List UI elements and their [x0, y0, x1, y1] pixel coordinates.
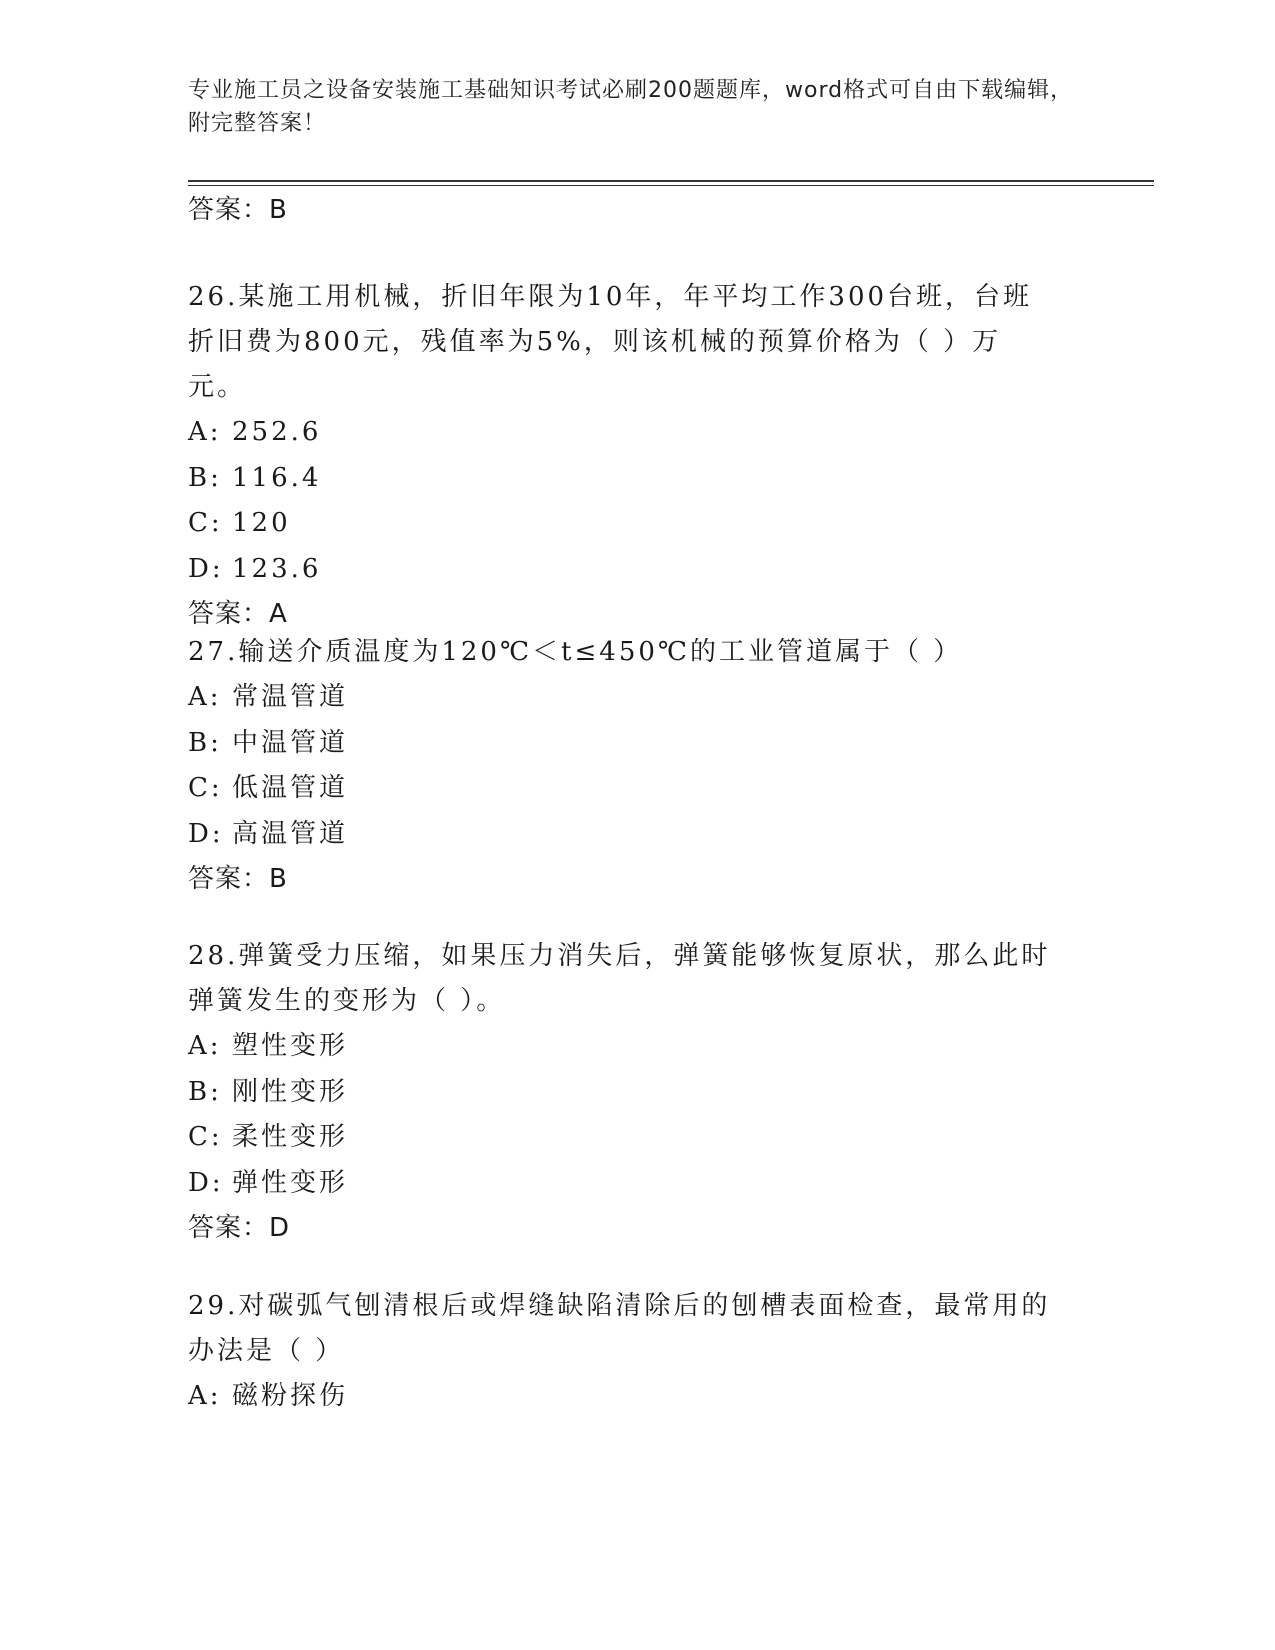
- option-letter: A:: [188, 1031, 222, 1061]
- option-a: [188, 675, 1088, 721]
- option-letter: B:: [188, 1076, 222, 1107]
- top-answer-block: [188, 188, 1088, 233]
- option-letter: B:: [188, 727, 222, 758]
- option-c: [188, 766, 1088, 812]
- option-letter: A:: [188, 417, 222, 447]
- option-d: [188, 812, 1088, 858]
- answer-line: 答案：B: [188, 864, 288, 894]
- option-text: 120: [232, 508, 291, 538]
- option-b: [188, 1070, 1088, 1116]
- option-a: [188, 1374, 1088, 1420]
- option-a: [188, 410, 1088, 456]
- answer-line: 答案：A: [188, 599, 288, 629]
- header-rule: [188, 180, 1154, 182]
- question-text: 27.输送介质温度为120℃＜t≤450℃的工业管道属于（ ）: [188, 637, 963, 667]
- option-letter: B:: [188, 462, 222, 493]
- question-text: 26.某施工用机械，折旧年限为10年，年平均工作300台班，台班折旧费为800元，残值率为5%，则该机械的预算价格为（ ）万元。: [188, 282, 1033, 402]
- option-a: [188, 1024, 1088, 1070]
- option-b: [188, 456, 1088, 502]
- question-29: [188, 1284, 1088, 1420]
- option-letter: C:: [188, 508, 223, 538]
- option-c: [188, 1115, 1088, 1161]
- header-title: 专业施工员之设备安装施工基础知识考试必刷200题题库，word格式可自由下载编辑，附完整答案！: [188, 78, 1074, 136]
- option-text: 123.6: [232, 553, 322, 584]
- question-26: [188, 275, 1088, 637]
- option-text: 中温管道: [232, 727, 349, 758]
- answer-line: 答案：B: [188, 195, 288, 225]
- header-rule-thin: [188, 185, 1154, 186]
- option-letter: D:: [188, 818, 224, 849]
- question-text: 28.弹簧受力压缩，如果压力消失后，弹簧能够恢复原状，那么此时弹簧发生的变形为（ ）。: [188, 941, 1051, 1016]
- option-text: 塑性变形: [232, 1031, 349, 1061]
- option-text: 高温管道: [232, 818, 349, 849]
- option-letter: D:: [188, 1167, 224, 1198]
- option-text: 116.4: [232, 462, 322, 493]
- option-text: 磁粉探伤: [232, 1381, 349, 1411]
- option-d: [188, 1161, 1088, 1207]
- option-d: [188, 547, 1088, 593]
- option-letter: C:: [188, 1122, 223, 1152]
- option-text: 252.6: [232, 417, 322, 447]
- option-text: 刚性变形: [232, 1076, 349, 1107]
- option-text: 柔性变形: [232, 1122, 349, 1152]
- option-text: 弹性变形: [232, 1167, 349, 1198]
- document-header: [188, 74, 1078, 140]
- question-27: [188, 630, 1088, 902]
- question-text: 29.对碳弧气刨清根后或焊缝缺陷清除后的刨槽表面检查，最常用的办法是（ ）: [188, 1291, 1051, 1366]
- option-letter: D:: [188, 553, 224, 584]
- option-letter: C:: [188, 773, 223, 803]
- option-text: 常温管道: [232, 682, 349, 712]
- option-letter: A:: [188, 682, 222, 712]
- option-b: [188, 721, 1088, 767]
- answer-line: 答案：D: [188, 1213, 291, 1243]
- option-text: 低温管道: [232, 773, 349, 803]
- option-letter: A:: [188, 1381, 222, 1411]
- question-28: [188, 934, 1088, 1251]
- option-c: [188, 501, 1088, 547]
